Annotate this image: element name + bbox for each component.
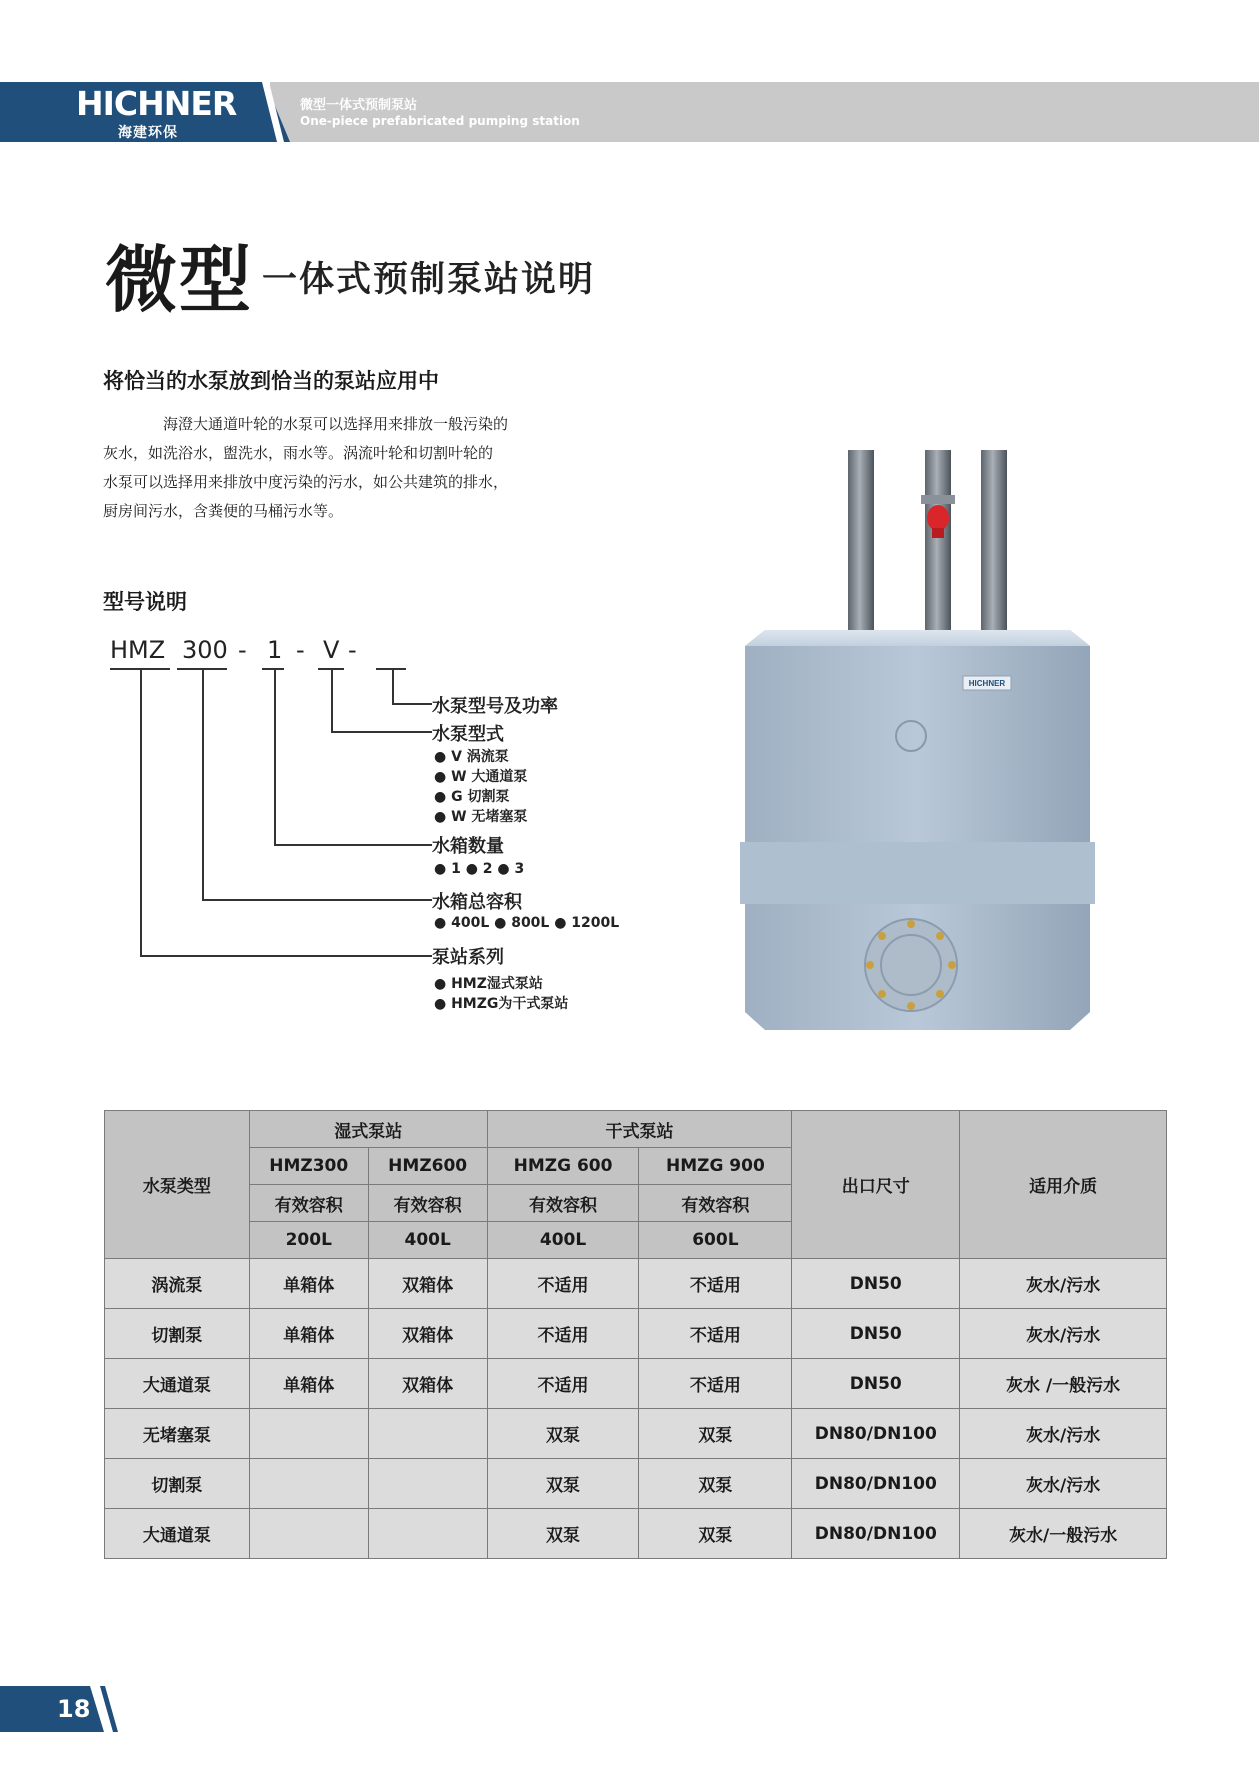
header-volume-label: 有效容积 bbox=[487, 1185, 639, 1222]
table-cell bbox=[368, 1509, 487, 1559]
table-cell: 不适用 bbox=[639, 1259, 792, 1309]
table-cell: 大通道泵 bbox=[105, 1359, 250, 1409]
table-cell: 双泵 bbox=[487, 1409, 639, 1459]
pipe bbox=[848, 450, 874, 650]
bracket-line bbox=[392, 703, 432, 705]
table-cell: 双泵 bbox=[639, 1459, 792, 1509]
intro-line: 海澄大通道叶轮的水泵可以选择用来排放一般污染的 bbox=[163, 415, 509, 433]
bracket-line bbox=[274, 844, 432, 846]
table-row bbox=[105, 1359, 1167, 1409]
page-number: 18 bbox=[57, 1695, 91, 1723]
intro-line: 灰水，如洗浴水，盥洗水，雨水等。涡流叶轮和切割叶轮的 bbox=[103, 444, 494, 462]
header-model: HMZ600 bbox=[368, 1148, 487, 1185]
table-cell: 双箱体 bbox=[368, 1259, 487, 1309]
label-pump-type: 水泵型式 bbox=[432, 724, 504, 745]
table-row bbox=[105, 1259, 1167, 1309]
header-volume: 400L bbox=[487, 1222, 639, 1259]
header-model: HMZG 600 bbox=[487, 1148, 639, 1185]
label-series: 泵站系列 bbox=[432, 947, 504, 968]
label-pump-power: 水泵型号及功率 bbox=[432, 696, 558, 717]
table-cell: 双泵 bbox=[487, 1459, 639, 1509]
table-cell: 无堵塞泵 bbox=[105, 1409, 250, 1459]
bracket-line bbox=[202, 899, 432, 901]
table-cell: 切割泵 bbox=[105, 1459, 250, 1509]
table-cell: 单箱体 bbox=[249, 1309, 368, 1359]
header-band bbox=[270, 82, 1259, 142]
code-dash: - bbox=[238, 636, 247, 664]
pipe bbox=[981, 450, 1007, 650]
bracket-line bbox=[392, 668, 394, 704]
table-cell bbox=[368, 1409, 487, 1459]
table-cell: 大通道泵 bbox=[105, 1509, 250, 1559]
table-row bbox=[105, 1459, 1167, 1509]
intro-heading: 将恰当的水泵放到恰当的泵站应用中 bbox=[103, 369, 439, 393]
table-cell: DN80/DN100 bbox=[792, 1409, 960, 1459]
table-row bbox=[105, 1509, 1167, 1559]
code-underline bbox=[262, 668, 284, 670]
table-cell: 双泵 bbox=[639, 1409, 792, 1459]
valve-icon bbox=[927, 505, 949, 531]
code-type: V bbox=[323, 636, 340, 664]
option-pump-type: ● W 无堵塞泵 bbox=[434, 809, 528, 825]
table-cell: 灰水/污水 bbox=[960, 1309, 1167, 1359]
table-cell: 不适用 bbox=[639, 1359, 792, 1409]
option-tank-volume: ● 400L ● 800L ● 1200L bbox=[434, 915, 620, 931]
code-underline bbox=[376, 668, 406, 670]
table-cell: 双泵 bbox=[487, 1509, 639, 1559]
table-cell: 单箱体 bbox=[249, 1359, 368, 1409]
table-cell bbox=[249, 1409, 368, 1459]
table-cell: 不适用 bbox=[487, 1309, 639, 1359]
bracket-line bbox=[274, 668, 276, 845]
table-cell: 涡流泵 bbox=[105, 1259, 250, 1309]
header-outlet-size: 出口尺寸 bbox=[792, 1111, 960, 1259]
table-cell: 双泵 bbox=[639, 1509, 792, 1559]
pipe bbox=[925, 450, 951, 650]
table-cell bbox=[249, 1509, 368, 1559]
header-medium: 适用介质 bbox=[960, 1111, 1167, 1259]
header-pump-type: 水泵类型 bbox=[105, 1111, 250, 1259]
page-title-rest: 一体式预制泵站说明 bbox=[262, 260, 596, 300]
table-cell bbox=[368, 1459, 487, 1509]
label-tank-count: 水箱数量 bbox=[432, 836, 504, 857]
intro-paragraph bbox=[103, 410, 633, 526]
option-series: ● HMZ湿式泵站 bbox=[434, 976, 543, 992]
option-pump-type: ● W 大通道泵 bbox=[434, 769, 528, 785]
header-model: HMZ300 bbox=[249, 1148, 368, 1185]
table-cell bbox=[249, 1459, 368, 1509]
brand-logo-subtitle: 海建环保 bbox=[118, 125, 178, 141]
table-cell: 双箱体 bbox=[368, 1309, 487, 1359]
code-dash: - bbox=[348, 636, 357, 664]
table-cell: 单箱体 bbox=[249, 1259, 368, 1309]
header-volume-label: 有效容积 bbox=[368, 1185, 487, 1222]
table-cell: 灰水/污水 bbox=[960, 1409, 1167, 1459]
bracket-line bbox=[140, 955, 432, 957]
product-badge: HICHNER bbox=[968, 679, 1006, 688]
option-pump-type: ● V 涡流泵 bbox=[434, 749, 509, 765]
table-cell: 不适用 bbox=[487, 1259, 639, 1309]
table-cell: DN80/DN100 bbox=[792, 1509, 960, 1559]
option-tank-count: ● 1 ● 2 ● 3 bbox=[434, 861, 525, 877]
header-volume: 600L bbox=[639, 1222, 792, 1259]
code-dash: - bbox=[296, 636, 305, 664]
header-volume: 200L bbox=[249, 1222, 368, 1259]
table-row bbox=[105, 1309, 1167, 1359]
bracket-line bbox=[331, 668, 333, 732]
table-cell: DN50 bbox=[792, 1359, 960, 1409]
bracket-line bbox=[140, 668, 142, 956]
page-title-main: 微型 bbox=[105, 238, 254, 322]
table-cell: DN80/DN100 bbox=[792, 1459, 960, 1509]
pump-station-image bbox=[735, 450, 1105, 1040]
code-series: HMZ bbox=[110, 636, 166, 664]
header-title-cn: 微型一体式预制泵站 bbox=[300, 98, 418, 113]
option-series: ● HMZG为干式泵站 bbox=[434, 996, 569, 1012]
header-wet-station: 湿式泵站 bbox=[249, 1111, 487, 1148]
table-cell: 切割泵 bbox=[105, 1309, 250, 1359]
model-heading: 型号说明 bbox=[103, 590, 187, 614]
option-pump-type: ● G 切割泵 bbox=[434, 789, 510, 805]
table-cell: 不适用 bbox=[487, 1359, 639, 1409]
table-cell: 灰水/污水 bbox=[960, 1459, 1167, 1509]
table-cell: 灰水/一般污水 bbox=[960, 1509, 1167, 1559]
bracket-line bbox=[331, 731, 432, 733]
header-model: HMZG 900 bbox=[639, 1148, 792, 1185]
table-cell: DN50 bbox=[792, 1309, 960, 1359]
code-count: 1 bbox=[267, 636, 283, 664]
code-volume: 300 bbox=[182, 636, 228, 664]
header-volume-label: 有效容积 bbox=[249, 1185, 368, 1222]
header-dry-station: 干式泵站 bbox=[487, 1111, 792, 1148]
footer-stripe bbox=[100, 1686, 118, 1732]
spec-table bbox=[104, 1110, 1167, 1559]
intro-line: 厨房间污水，含粪便的马桶污水等。 bbox=[103, 502, 344, 520]
table-cell: 双箱体 bbox=[368, 1359, 487, 1409]
bracket-line bbox=[202, 668, 204, 900]
intro-line: 水泵可以选择用来排放中度污染的污水，如公共建筑的排水， bbox=[103, 473, 509, 491]
header-volume-label: 有效容积 bbox=[639, 1185, 792, 1222]
table-cell: 灰水/污水 bbox=[960, 1259, 1167, 1309]
header-title-en: One-piece prefabricated pumping station bbox=[300, 114, 580, 128]
label-tank-volume: 水箱总容积 bbox=[432, 892, 522, 913]
table-cell: 不适用 bbox=[639, 1309, 792, 1359]
header-volume: 400L bbox=[368, 1222, 487, 1259]
table-cell: 灰水 /一般污水 bbox=[960, 1359, 1167, 1409]
brand-logo: HICHNER bbox=[76, 84, 237, 123]
table-cell: DN50 bbox=[792, 1259, 960, 1309]
table-row bbox=[105, 1409, 1167, 1459]
